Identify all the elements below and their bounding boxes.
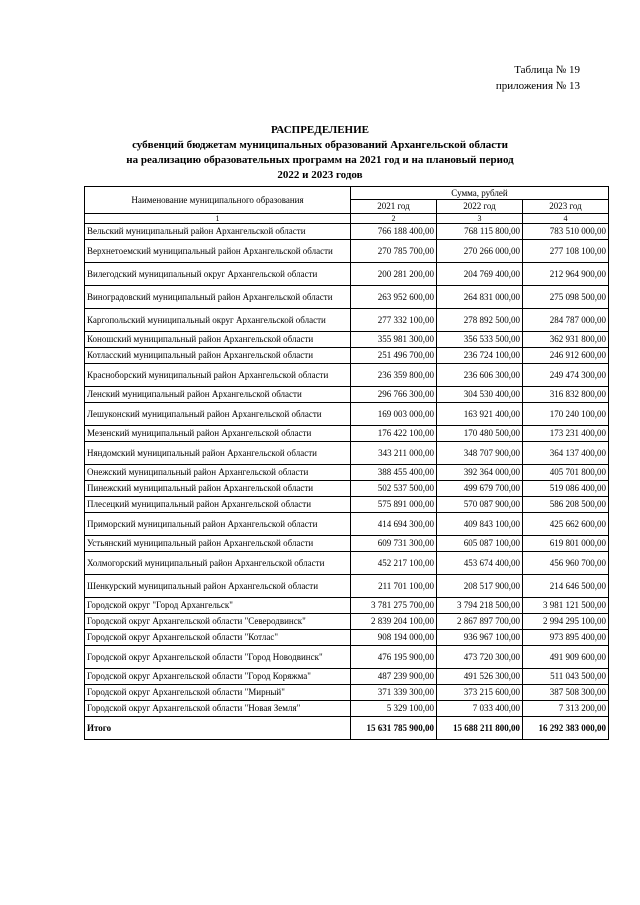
row-2022: 453 674 400,00 [437, 552, 523, 575]
row-name: Городской округ Архангельской области "Мирный" [85, 685, 351, 701]
row-2021: 371 339 300,00 [351, 685, 437, 701]
row-name: Красноборский муниципальный район Архангельской области [85, 364, 351, 387]
row-2021: 270 785 700,00 [351, 240, 437, 263]
row-2022: 204 769 400,00 [437, 263, 523, 286]
row-2021: 251 496 700,00 [351, 348, 437, 364]
row-2022: 605 087 100,00 [437, 536, 523, 552]
appendix-reference: приложения № 13 [495, 80, 580, 92]
row-2021: 476 195 900,00 [351, 646, 437, 669]
table-row [85, 332, 609, 348]
table-row [85, 426, 609, 442]
row-2023: 284 787 000,00 [523, 309, 609, 332]
table-row [85, 364, 609, 387]
row-2021: 296 766 300,00 [351, 387, 437, 403]
row-2022: 499 679 700,00 [437, 481, 523, 497]
row-name: Онежский муниципальный район Архангельской области [85, 465, 351, 481]
table-row [85, 669, 609, 685]
row-2023: 456 960 700,00 [523, 552, 609, 575]
header-year-2022: 2022 год [437, 200, 523, 214]
row-name: Вельский муниципальный район Архангельской области [85, 224, 351, 240]
heading-line-2: на реализацию образовательных программ на 2021 год и на плановый период [126, 154, 514, 166]
table-row [85, 224, 609, 240]
row-2023: 7 313 200,00 [523, 701, 609, 717]
header-municipality: Наименование муниципального образования [85, 187, 351, 214]
table-row [85, 598, 609, 614]
table-row [85, 630, 609, 646]
row-2021: 2 839 204 100,00 [351, 614, 437, 630]
row-2021: 388 455 400,00 [351, 465, 437, 481]
row-2021: 200 281 200,00 [351, 263, 437, 286]
row-2021: 414 694 300,00 [351, 513, 437, 536]
row-2022: 270 266 000,00 [437, 240, 523, 263]
row-2023: 212 964 900,00 [523, 263, 609, 286]
row-2022: 373 215 600,00 [437, 685, 523, 701]
row-2022: 170 480 500,00 [437, 426, 523, 442]
row-name: Мезенский муниципальный район Архангельской области [85, 426, 351, 442]
total-label: Итого [85, 717, 351, 740]
table-row [85, 575, 609, 598]
row-2023: 173 231 400,00 [523, 426, 609, 442]
heading-line-1: субвенций бюджетам муниципальных образований Архангельской области [132, 139, 508, 151]
row-2021: 575 891 000,00 [351, 497, 437, 513]
total-2021: 15 631 785 900,00 [351, 717, 437, 740]
row-name: Холмогорский муниципальный район Архангельской области [85, 552, 351, 575]
row-name: Городской округ Архангельской области "Котлас" [85, 630, 351, 646]
table-row [85, 481, 609, 497]
table-row [85, 240, 609, 263]
row-name: Котласский муниципальный район Архангельской области [85, 348, 351, 364]
row-2022: 7 033 400,00 [437, 701, 523, 717]
header-sum: Сумма, рублей [351, 187, 609, 200]
row-2021: 236 359 800,00 [351, 364, 437, 387]
row-2021: 176 422 100,00 [351, 426, 437, 442]
row-2021: 211 701 100,00 [351, 575, 437, 598]
row-2022: 409 843 100,00 [437, 513, 523, 536]
column-number: 3 [437, 214, 523, 224]
table-row [85, 286, 609, 309]
column-number: 4 [523, 214, 609, 224]
row-name: Ленский муниципальный район Архангельской области [85, 387, 351, 403]
row-name: Коношский муниципальный район Архангельской области [85, 332, 351, 348]
row-2021: 263 952 600,00 [351, 286, 437, 309]
table-row [85, 497, 609, 513]
row-name: Вилегодский муниципальный округ Архангельской области [85, 263, 351, 286]
row-name: Лешуконский муниципальный район Архангельской области [85, 403, 351, 426]
row-2023: 519 086 400,00 [523, 481, 609, 497]
row-2023: 214 646 500,00 [523, 575, 609, 598]
row-2021: 609 731 300,00 [351, 536, 437, 552]
row-2022: 163 921 400,00 [437, 403, 523, 426]
row-name: Городской округ "Город Архангельск" [85, 598, 351, 614]
row-name: Верхнетоемский муниципальный район Архангельской области [85, 240, 351, 263]
table-row [85, 309, 609, 332]
row-2022: 392 364 000,00 [437, 465, 523, 481]
row-2023: 170 240 100,00 [523, 403, 609, 426]
row-2021: 343 211 000,00 [351, 442, 437, 465]
table-row [85, 552, 609, 575]
table-row [85, 513, 609, 536]
row-name: Приморский муниципальный район Архангельской области [85, 513, 351, 536]
row-name: Городской округ Архангельской области "Город Новодвинск" [85, 646, 351, 669]
row-2023: 511 043 500,00 [523, 669, 609, 685]
row-2023: 362 931 800,00 [523, 332, 609, 348]
row-2021: 502 537 500,00 [351, 481, 437, 497]
row-2022: 473 720 300,00 [437, 646, 523, 669]
column-number: 2 [351, 214, 437, 224]
row-2023: 783 510 000,00 [523, 224, 609, 240]
row-2022: 278 892 500,00 [437, 309, 523, 332]
row-name: Шенкурский муниципальный район Архангельской области [85, 575, 351, 598]
row-2023: 3 981 121 500,00 [523, 598, 609, 614]
row-2022: 236 606 300,00 [437, 364, 523, 387]
row-2023: 405 701 800,00 [523, 465, 609, 481]
column-number: 1 [85, 214, 351, 224]
row-2022: 570 087 900,00 [437, 497, 523, 513]
row-2023: 316 832 800,00 [523, 387, 609, 403]
row-2023: 425 662 600,00 [523, 513, 609, 536]
table-row [85, 442, 609, 465]
row-2022: 491 526 300,00 [437, 669, 523, 685]
row-2021: 487 239 900,00 [351, 669, 437, 685]
heading-line-3: 2022 и 2023 годов [277, 169, 363, 181]
row-2022: 208 517 900,00 [437, 575, 523, 598]
row-name: Городской округ Архангельской области "Северодвинск" [85, 614, 351, 630]
row-2023: 364 137 400,00 [523, 442, 609, 465]
row-2022: 2 867 897 700,00 [437, 614, 523, 630]
row-2021: 3 781 275 700,00 [351, 598, 437, 614]
row-2021: 766 188 400,00 [351, 224, 437, 240]
table-row [85, 614, 609, 630]
row-2023: 249 474 300,00 [523, 364, 609, 387]
row-2022: 236 724 100,00 [437, 348, 523, 364]
table-row [85, 263, 609, 286]
row-name: Няндомский муниципальный район Архангельской области [85, 442, 351, 465]
row-2021: 169 003 000,00 [351, 403, 437, 426]
row-name: Городской округ Архангельской области "Новая Земля" [85, 701, 351, 717]
row-2022: 348 707 900,00 [437, 442, 523, 465]
row-name: Городской округ Архангельской области "Город Коряжма" [85, 669, 351, 685]
row-2022: 936 967 100,00 [437, 630, 523, 646]
header-year-2023: 2023 год [523, 200, 609, 214]
table-row [85, 465, 609, 481]
table-row [85, 348, 609, 364]
total-2022: 15 688 211 800,00 [437, 717, 523, 740]
row-2022: 264 831 000,00 [437, 286, 523, 309]
row-2023: 491 909 600,00 [523, 646, 609, 669]
total-2023: 16 292 383 000,00 [523, 717, 609, 740]
row-2023: 586 208 500,00 [523, 497, 609, 513]
total-row [85, 717, 609, 740]
row-2023: 2 994 295 100,00 [523, 614, 609, 630]
row-name: Устьянский муниципальный район Архангельской области [85, 536, 351, 552]
row-2022: 768 115 800,00 [437, 224, 523, 240]
row-2021: 277 332 100,00 [351, 309, 437, 332]
row-name: Пинежский муниципальный район Архангельской области [85, 481, 351, 497]
table-row [85, 387, 609, 403]
row-2022: 304 530 400,00 [437, 387, 523, 403]
row-2023: 277 108 100,00 [523, 240, 609, 263]
table-row [85, 646, 609, 669]
row-2022: 356 533 500,00 [437, 332, 523, 348]
header-year-2021: 2021 год [351, 200, 437, 214]
row-2023: 619 801 000,00 [523, 536, 609, 552]
row-2023: 387 508 300,00 [523, 685, 609, 701]
row-2023: 275 098 500,00 [523, 286, 609, 309]
row-2022: 3 794 218 500,00 [437, 598, 523, 614]
table-row [85, 403, 609, 426]
row-2021: 5 329 100,00 [351, 701, 437, 717]
row-name: Виноградовский муниципальный район Архангельской области [85, 286, 351, 309]
row-name: Каргопольский муниципальный округ Архангельской области [85, 309, 351, 332]
row-2021: 355 981 300,00 [351, 332, 437, 348]
row-name: Плесецкий муниципальный район Архангельской области [85, 497, 351, 513]
distribution-table [84, 186, 609, 740]
table-row [85, 685, 609, 701]
row-2023: 246 912 600,00 [523, 348, 609, 364]
heading-title: РАСПРЕДЕЛЕНИЕ [270, 124, 369, 136]
table-reference: Таблица № 19 [514, 64, 580, 76]
table-row [85, 701, 609, 717]
row-2021: 908 194 000,00 [351, 630, 437, 646]
document-heading [40, 123, 600, 183]
row-2023: 973 895 400,00 [523, 630, 609, 646]
row-2021: 452 217 100,00 [351, 552, 437, 575]
table-row [85, 536, 609, 552]
